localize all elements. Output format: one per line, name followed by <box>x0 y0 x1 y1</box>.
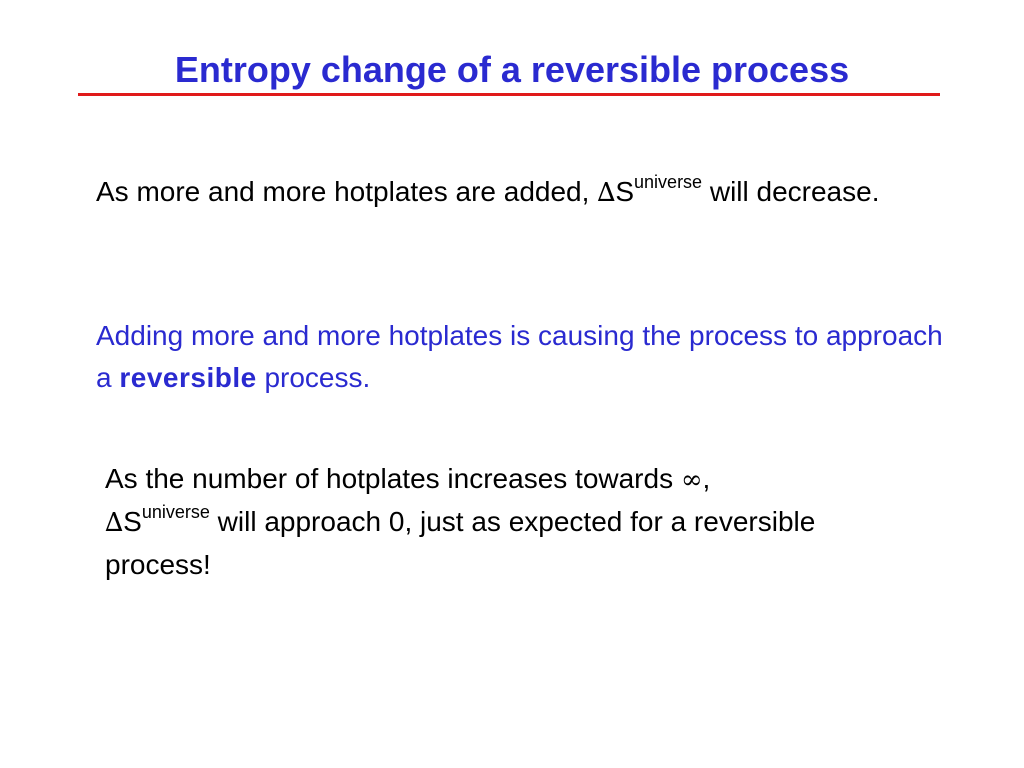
p2-tail-text: process. <box>256 362 371 393</box>
universe-superscript: universe <box>634 171 703 192</box>
paragraph-entropy-decrease <box>96 171 936 214</box>
paragraph-approach-reversible <box>96 315 956 399</box>
p1-tail-text: will decrease. <box>702 176 880 207</box>
universe-superscript: universe <box>141 501 210 522</box>
p3-comma: , <box>702 463 711 494</box>
entropy-s: S <box>615 176 635 207</box>
p2-lead-text: Adding more and more hotplates is causing the process to approach a <box>96 320 943 393</box>
entropy-s: S <box>123 506 142 537</box>
infinity-symbol: ∞ <box>680 465 703 495</box>
p1-lead-text: As more and more hotplates are added, <box>96 176 598 207</box>
paragraph-approach-zero <box>105 458 905 586</box>
slide-title: Entropy change of a reversible process <box>174 49 850 90</box>
delta-symbol: ∆ <box>597 178 616 208</box>
reversible-emphasis: reversible <box>119 362 257 393</box>
title-underline <box>78 93 940 96</box>
delta-symbol: ∆ <box>105 508 124 538</box>
p3-lead-text: As the number of hotplates increases towards <box>105 463 681 494</box>
p3-tail-text: will approach 0, just as expected for a reversible process! <box>105 506 816 580</box>
